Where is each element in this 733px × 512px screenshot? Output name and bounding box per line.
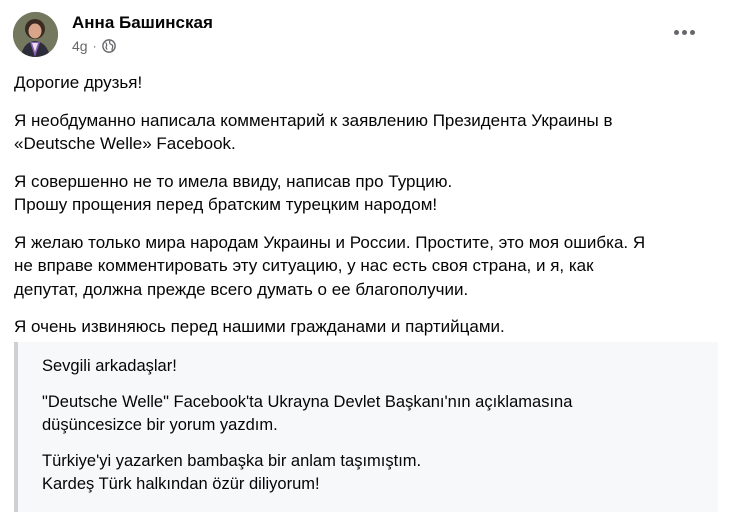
meta-separator: · [92,39,97,53]
post-paragraph: Я необдуманно написала комментарий к заявлению Президента Украины в «Deutsche Welle» Facebook. [14,110,613,153]
post-paragraph: Я совершенно не то имела ввиду, написав про Турцию. Прошу прощения перед братским турецким народом! [14,171,453,214]
post-timestamp[interactable]: 4g [72,38,88,54]
quote-paragraph: Sevgili arkadaşlar! [42,357,177,375]
post-paragraph: Я желаю только мира народам Украины и России. Простите, это моя ошибка. Я не вправе комментировать эту ситуацию, у нас есть своя страна, и я, как депутат, должна прежде всего думать о ее благополучии. [14,232,646,299]
post-meta [72,38,116,54]
more-dot-icon [674,30,679,35]
more-dot-icon [690,30,695,35]
quote-paragraph: Türkiye'yi yazarken bambaşka bir anlam taşımıştım. Kardeş Türk halkından özür diliyorum! [42,451,422,493]
translated-quote-block [14,342,718,512]
post-body [14,71,714,353]
author-name[interactable]: Анна Башинская [72,13,213,32]
avatar-image [13,12,58,57]
quote-paragraph: "Deutsche Welle" Facebook'ta Ukrayna Devlet Başkanı'nın açıklamasına düşüncesizce bir yorum yazdım. [42,392,573,434]
more-options-button[interactable] [664,16,704,48]
avatar[interactable] [13,12,58,57]
globe-icon[interactable] [102,39,116,53]
post-paragraph: Я очень извиняюсь перед нашими гражданами и партийцами. [14,317,505,336]
more-dot-icon [682,30,687,35]
post-paragraph: Дорогие друзья! [14,73,143,92]
quote-body [42,355,702,509]
